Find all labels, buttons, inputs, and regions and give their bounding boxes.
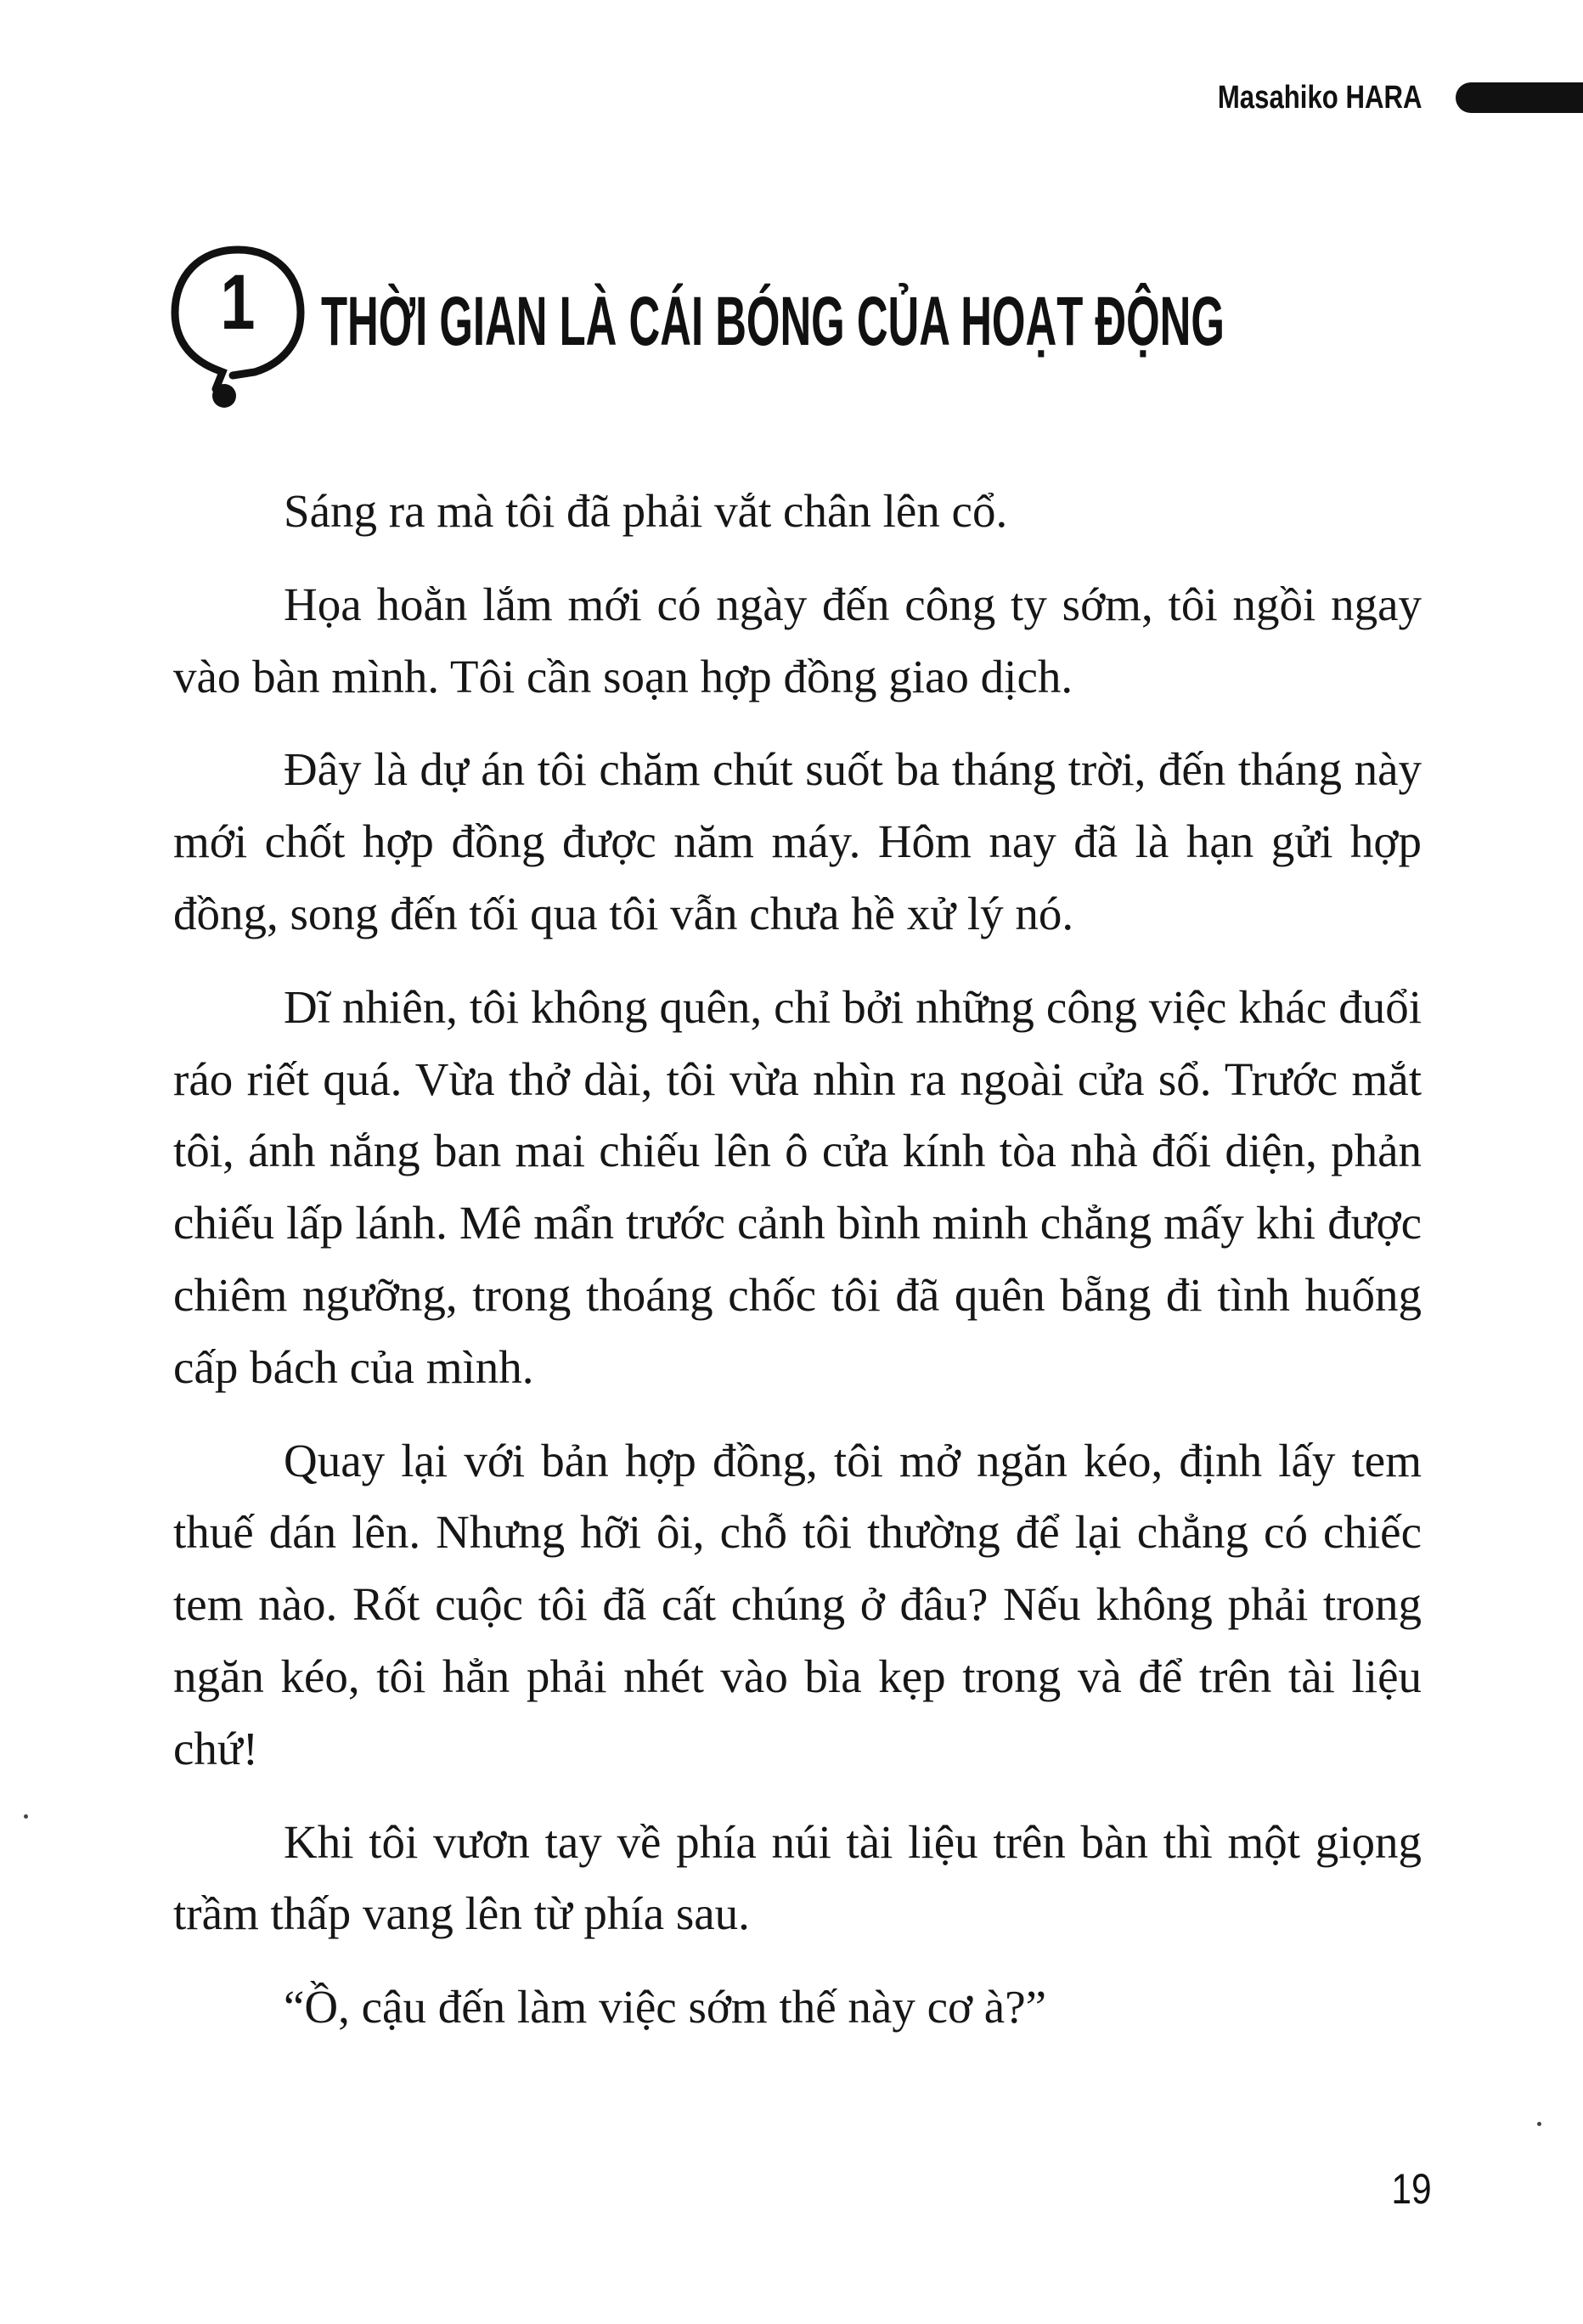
page-number: 19 [1391, 2165, 1432, 2213]
paragraph: Khi tôi vươn tay về phía núi tài liệu trên bàn thì một giọng trầm thấp vang lên từ phía sau. [173, 1815, 1422, 1940]
body-text [173, 476, 1422, 2065]
chapter-heading [166, 240, 1583, 409]
header-bar [1456, 82, 1583, 113]
chapter-badge [166, 240, 309, 409]
paragraph: Quay lại với bản hợp đồng, tôi mở ngăn kéo, định lấy tem thuế dán lên. Nhưng hỡi ôi, chỗ tôi thường để lại chẳng có chiếc tem nào. Rốt cuộc tôi đã cất chúng ở đâu? Nếu không phải trong ngăn kéo, tôi hẳn phải nhét vào bìa kẹp trong và để trên tài liệu chứ! [173, 1434, 1422, 1774]
chapter-number: 1 [220, 259, 256, 346]
paragraph: Sáng ra mà tôi đã phải vắt chân lên cổ. [284, 485, 1008, 537]
author-name: Masahiko HARA [1217, 79, 1422, 116]
scan-speck [1537, 2122, 1541, 2126]
paragraph: “Ồ, cậu đến làm việc sớm thế này cơ à?” [284, 1981, 1047, 2034]
paragraph: Họa hoằn lắm mới có ngày đến công ty sớm, tôi ngồi ngay vào bàn mình. Tôi cần soạn hợp đồng giao dịch. [173, 578, 1422, 702]
paragraph: Dĩ nhiên, tôi không quên, chỉ bởi những công việc khác đuổi ráo riết quá. Vừa thở dài, tôi vừa nhìn ra ngoài cửa sổ. Trước mắt tôi, ánh nắng ban mai chiếu lên ô cửa kính tòa nhà đối diện, phản chiếu lấp lánh. Mê mẩn trước cảnh bình minh chẳng mấy khi được chiêm ngưỡng, trong thoáng chốc tôi đã quên bẵng đi tình huống cấp bách của mình. [173, 980, 1422, 1393]
paragraph: Đây là dự án tôi chăm chút suốt ba tháng trời, đến tháng này mới chốt hợp đồng được năm máy. Hôm nay đã là hạn gửi hợp đồng, song đến tối qua tôi vẫn chưa hề xử lý nó. [173, 743, 1422, 939]
scan-speck [24, 1814, 28, 1819]
chapter-title: THỜI GIAN LÀ CÁI BÓNG CỦA HOẠT ĐỘNG [321, 283, 1225, 360]
running-header [1173, 78, 1583, 117]
